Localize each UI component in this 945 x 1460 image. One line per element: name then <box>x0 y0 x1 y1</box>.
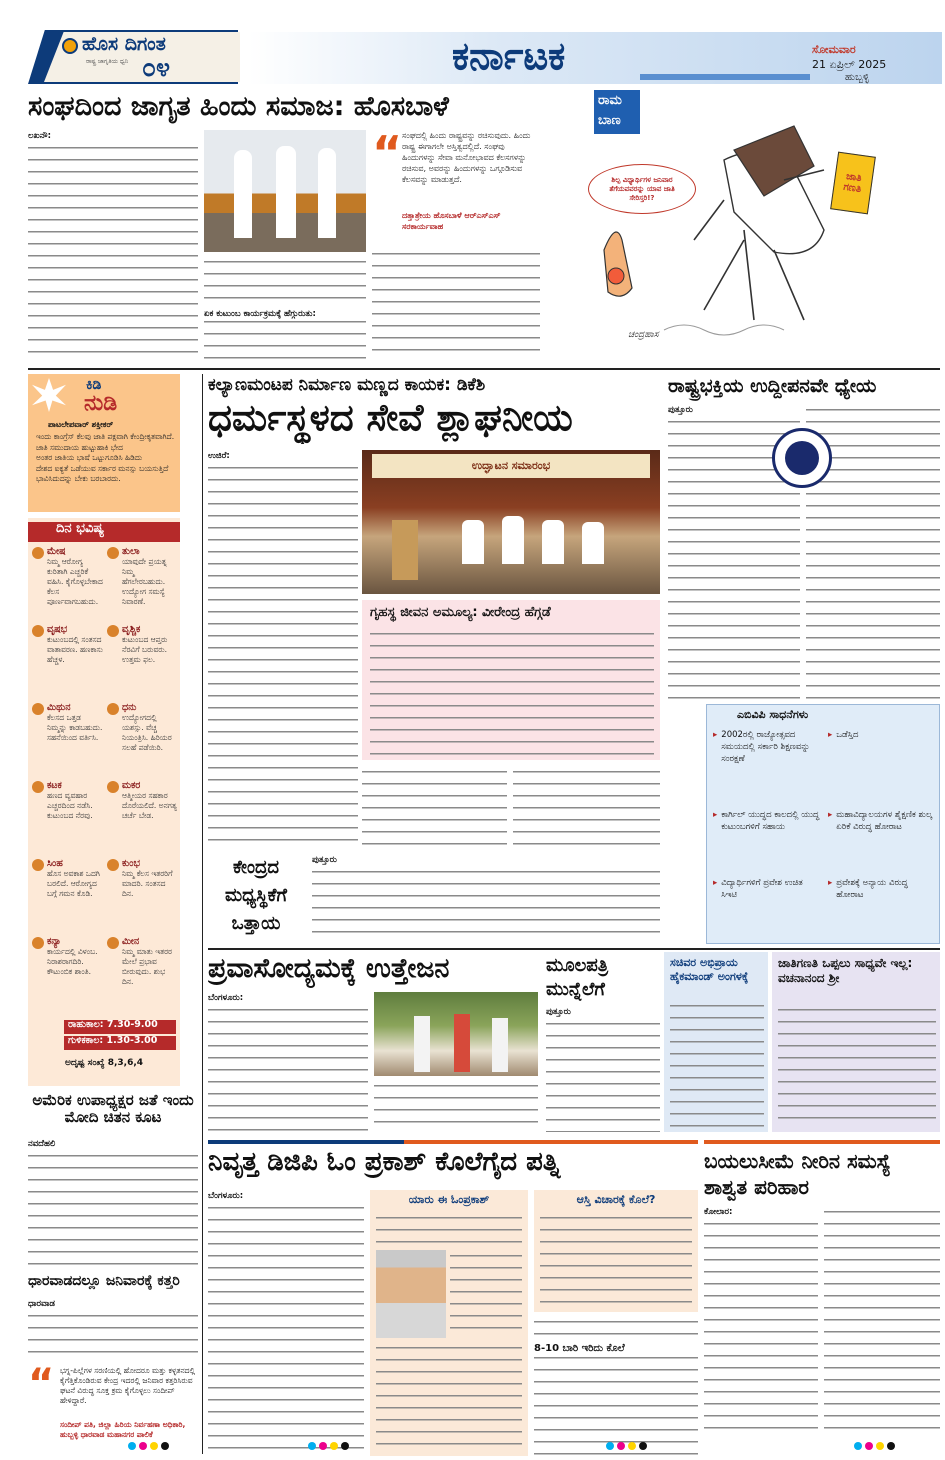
stage-banner-text: ಉದ್ಘಾಟನ ಸಮಾರಂಭ <box>471 459 551 472</box>
abvp-item-text: ▸ ಕಾರ್ಗಿಲ್ ಯುದ್ಧದ ಕಾಲದಲ್ಲಿ ಯುದ್ಧ ಕುಟುಂಬಗಳಿಗೆ ಸಹಾಯ <box>721 810 820 832</box>
lead-photo <box>204 130 366 252</box>
rashi-text: ನಿಮ್ಮ ಮಾತು ಇತರರ ಮೇಲೆ ಪ್ರಭಾವ ಬೀರುವುದು. ಶುಭ ದಿನ. <box>122 947 173 986</box>
rashi-makara <box>107 780 178 856</box>
abvp-item <box>828 809 935 865</box>
rashi-name: ತುಲಾ <box>122 546 140 557</box>
cartoon-drawing <box>544 90 940 368</box>
kidi-line: ದೇಶದ ಐಕ್ಯತೆ ಒಡೆಯುವ ಸರ್ಕಾರ ಮನಸ್ಸು ಬಯಸುತ್ತಿದೆ <box>36 463 169 473</box>
kidi-subtitle: ನುಡಿ <box>84 392 118 416</box>
speaker-figure <box>318 148 336 238</box>
mesha-icon <box>32 547 44 559</box>
bayalu-color-strip <box>704 1140 940 1144</box>
bayalu-col-1 <box>704 1206 818 1438</box>
rashi-mithuna <box>32 702 103 778</box>
dgp-col-3 <box>534 1316 698 1456</box>
dharwad-quote-author: ಸಂದೀಪ್ ಪತಿ, ಜಿಲ್ಲಾ ಹಿರಿಯ ನಿರ್ವಹಣಾ ಅಧಿಕಾರಿ, ಹುಬ್ಬಳ್ಳಿ ಧಾರವಾಡ ಮಹಾನಗರ ಪಾಲಿಕೆ <box>60 1420 186 1439</box>
moolapatti-body <box>546 1006 660 1132</box>
abvp-story <box>668 374 940 950</box>
kidi-text <box>36 432 176 510</box>
speaker-figure <box>276 146 296 238</box>
gulikakala: ಗುಳಿಕಕಾಲ: 1.30-3.00 <box>64 1036 176 1050</box>
lead-col-3 <box>372 248 540 360</box>
dgp-profile-body <box>376 1212 522 1248</box>
dks-sidebar-body <box>370 628 654 756</box>
dks-headline: ಧರ್ಮಸ್ಥಳದ ಸೇವೆ ಶ್ಲಾಘನೀಯ <box>208 398 573 439</box>
lead-dateline: ಲಖನೌ: <box>28 131 51 141</box>
newspaper-tagline: ರಾಷ್ಟ್ರ ಜಾಗೃತಿಯ ಧ್ವನಿ <box>86 58 129 65</box>
rahukala: ರಾಹುಕಾಲ: 7.30-9.00 <box>64 1020 176 1034</box>
rashi-text: ಕುಟುಂಬದಲ್ಲಿ ಸಂತಸದ ವಾತಾವರಣ. ಹಣಕಾಸು ಹೆಚ್ಚಳ. <box>47 635 103 664</box>
pravasa-story <box>208 954 538 1132</box>
issue-date: 21 ಏಪ್ರಿಲ್ 2025 <box>812 58 887 71</box>
stage-seat <box>462 520 484 564</box>
divider-horizontal <box>208 948 940 950</box>
divider-horizontal <box>28 368 940 370</box>
stage-seat <box>502 516 524 564</box>
mithuna-icon <box>32 703 44 715</box>
cartoon-candle-flame <box>608 268 624 284</box>
dks-col-2 <box>362 766 507 850</box>
abvp-headline: ರಾಷ್ಟ್ರಭಕ್ತಿಯ ಉದ್ದೀಪನವೇ ಧ್ಯೇಯ <box>668 376 877 397</box>
person-figure <box>454 1014 470 1072</box>
dks-dateline: ಉಜಿರೆ: <box>208 451 230 461</box>
podium <box>392 520 418 580</box>
abvp-item <box>713 809 820 865</box>
dgp-story <box>208 1140 698 1456</box>
quote-mark-icon: “ <box>28 1362 55 1396</box>
rashi-name: ಮೇಷ <box>47 546 66 557</box>
person-figure <box>492 1018 508 1072</box>
rashi-name: ವೃಶ್ಚಿಕ <box>122 624 141 635</box>
pravasa-dateline: ಬೆಂಗಳೂರು: <box>208 993 244 1003</box>
rashi-text: ಕೆಲಸದ ಒತ್ತಡ ನಿಮ್ಮನ್ನು ಕಾಡಬಹುದು. ಸಹನೆಯಿಂದ ವರ್ತಿಸಿ. <box>47 713 103 742</box>
opinion-box <box>664 952 768 1132</box>
speech-bubble-text: ಶಿಲ್ಪ ವಿಧ್ಯಾರ್ಥಿಗಳ ಜನಿವಾರ ತೆಗೆಯವವರನ್ನು ಯಾವ ಜಾತಿ ಸೇರಿಸ್ತರಿ!? <box>609 175 675 202</box>
dgp-asset-title: ಆಸ್ತಿ ವಿಚಾರಕ್ಕೆ ಕೊಲೆ? <box>576 1194 656 1206</box>
rashi-simha <box>32 858 103 934</box>
rashi-mesha <box>32 546 103 622</box>
dharwad-quote: ಭಗ್ನ-ಪಿಲ್ಲೆಗಳ ಸರಣಿಯಲ್ಲಿ ಹೋದರೂ ಮತ್ತು ಕಳ್ಳತನದಲ್ಲಿ ಕೈಗೆತ್ತಿಕೊಂಡಿರುವ ಕೇಂದ್ರ ಇದರಲ್ಲಿ ಜನಿವಾರ ಕತ್ತರಿಸಿರುವ ಘಟನೆ ವಿರುದ್ಧ ಸೂಕ್ತ ಕ್ರಮ ಕೈಗೊಳ್ಳಲು ಸಂದೀಪ್ ಹೇಳಿದ್ದಾರೆ. <box>60 1366 196 1405</box>
pravasa-photo <box>374 992 538 1076</box>
kumbha-icon <box>107 859 119 871</box>
stage-seat <box>582 522 604 564</box>
lead-quote: ಸಂಘದಲ್ಲಿ ಹಿಂದು ರಾಷ್ಟ್ರವನ್ನು ರಚಿಸುವುದು. ಹಿಂದು ರಾಷ್ಟ್ರ ಈಗಾಗಲೇ ಅಸ್ತಿತ್ವದಲ್ಲಿದೆ. ಸಂಘವು ಹಿಂದುಗಳನ್ನು ಸೇವಾ ಮನೋಭಾವದ ಕೆಲಸಗಳನ್ನು ರಚಿಸುವ, ಅವರನ್ನು ಹಿಂದುಗಳನ್ನು ಒಗ್ಗೂಡಿಸುವ ಕೆಲಸವನ್ನು ಮಾಡುತ್ತದೆ. <box>402 131 531 184</box>
cartoon-candle <box>604 232 632 296</box>
dharwad-story <box>28 1270 198 1460</box>
dks-sidebar-title: ಗೃಹಸ್ಥ ಜೀವನ ಅಮೂಲ್ಯ: ವೀರೇಂದ್ರ ಹೆಗ್ಗಡೆ <box>370 606 551 620</box>
stage-seat <box>542 520 564 564</box>
rashi-name: ಸಿಂಹ <box>47 858 63 869</box>
dks-kicker: ಕಲ್ಯಾಣಮಂಟಪ ನಿರ್ಮಾಣ ಮಣ್ಣದ ಕಾಯಕ: ಡಿಕೆಶಿ <box>208 376 486 395</box>
rashi-text: ಉದ್ಯೋಗದಲ್ಲಿ ಯಶಸ್ಸು. ವೆಚ್ಚ ನಿಯಂತ್ರಿಸಿ. ಹಿರಿಯರ ಸಲಹೆ ಪಡೆಯಿರಿ. <box>122 713 172 752</box>
rashi-text: ನಿಮ್ಮ ಆರೋಗ್ಯ ಕುರಿತಾಗಿ ಎಚ್ಚರಿಕೆ ವಹಿಸಿ. ಕೈಗೊಳ್ಳಬೇಕಾದ ಕೆಲಸ ಪೂರ್ಣವಾಗಬಹುದು. <box>47 557 103 606</box>
rashi-name: ಕಟಕ <box>47 780 62 791</box>
rashi-text: ನಿಮ್ಮ ಕೆಲಸ ಇತರರಿಗೆ ಮಾದರಿ. ಸಂತಸದ ದಿನ. <box>122 869 173 898</box>
color-registration-marks <box>128 1442 188 1452</box>
person-figure <box>414 1016 430 1072</box>
lead-headline: ಸಂಘದಿಂದ ಜಾಗೃತ ಹಿಂದು ಸಮಾಜ: ಹೊಸಬಾಳೆ <box>28 92 449 122</box>
masthead <box>0 0 945 88</box>
abvp-emblem-icon <box>772 428 832 488</box>
cartoon-panel <box>544 90 940 368</box>
tula-icon <box>107 547 119 559</box>
bayalu-headline: ಬಯಲುಸೀಮೆ ನೀರಿನ ಸಮಸ್ಯೆ ಶಾಶ್ವತ ಪರಿಹಾರ <box>704 1149 891 1199</box>
stage-banner <box>372 454 650 478</box>
divider-vertical <box>202 374 203 1454</box>
abvp-box-title: ಎಬಿವಿಪಿ ಸಾಧನೆಗಳು <box>737 709 809 721</box>
pravasa-col-2 <box>374 1080 538 1132</box>
dharwad-headline: ಧಾರವಾಡದಲ್ಲೂ ಜನಿವಾರಕ್ಕೆ ಕತ್ತರಿ <box>28 1274 180 1289</box>
dgp-asset-box <box>534 1190 698 1312</box>
opinion-title: ಸಚಿವರ ಅಭಿಪ್ರಾಯ ಹೈಕಮಾಂಡ್ ಅಂಗಳಕ್ಕೆ <box>670 956 749 983</box>
kidi-flash-icon <box>32 378 66 412</box>
dgp-headline: ನಿವೃತ್ತ ಡಿಜಿಪಿ ಓಂ ಪ್ರಕಾಶ್ ಕೊಲೆಗೈದ ಪತ್ನಿ <box>208 1148 561 1177</box>
color-registration-marks <box>308 1442 368 1452</box>
kidi-line: ಭಾವಿಸಿದುದನ್ನು ಬೇಕು ಬರಬಾರದು. <box>36 474 121 483</box>
opinion-list <box>670 1000 764 1128</box>
issue-day: ಸೋಮವಾರ <box>812 44 856 56</box>
dharwad-dateline: ಧಾರವಾಡ <box>28 1299 55 1309</box>
lead-quote-box <box>372 128 540 244</box>
rashi-meena <box>107 936 178 1012</box>
abvp-box <box>706 704 940 944</box>
rashi-name: ಮಿಥುನ <box>47 702 71 713</box>
section-title: ಕರ್ನಾಟಕ <box>452 36 566 78</box>
issue-city: ಹುಬ್ಬಳ್ಳಿ <box>845 72 870 83</box>
bayalu-dateline: ಕೋಲಾರ: <box>704 1207 733 1217</box>
lead-col-2 <box>204 256 366 360</box>
rashi-text: ಹೊಸ ಅವಕಾಶ ಒದಗಿ ಬರಲಿದೆ. ಆರೋಗ್ಯದ ಬಗ್ಗೆ ಗಮನ ಕೊಡಿ. <box>47 869 100 898</box>
rashi-text: ಯಾವುದೇ ಪ್ರಯತ್ನ ನಿಮ್ಮ ಹೆಗಲೇರಬಹುದು. ಉದ್ಯೋಗ ಸಮಸ್ಯೆ ನಿವಾರಣೆ. <box>122 557 167 606</box>
kidi-title: ಕಿಡಿ <box>86 378 102 393</box>
abvp-item-text: ▸ 2002ರಲ್ಲಿ ರಾಜ್ಯೋತ್ಸವದ ಸಮಯದಲ್ಲಿ ಸರ್ಕಾರಿ ಶಿಕ್ಷಣವನ್ನು ಸಂರಕ್ಷಣೆ <box>721 730 810 764</box>
central-headline: ಕೇಂದ್ರದ ಮಧ್ಯಸ್ಥಿಕೆಗೆ ಒತ್ತಾಯ <box>225 857 287 934</box>
rashi-name: ಮಕರ <box>122 780 141 791</box>
ramabana-line-1: ರಾಮ <box>598 94 622 108</box>
dhanu-icon <box>107 703 119 715</box>
abvp-box-list <box>713 723 935 939</box>
dgp-stab-count: 8-10 ಬಾರಿ ಇರಿದು ಕೊಲೆ <box>534 1343 625 1354</box>
rashi-dhanu <box>107 702 178 778</box>
horoscope-box <box>28 518 180 1086</box>
pravasa-col-1 <box>208 992 368 1132</box>
america-headline: ಅಮೆರಿಕ ಉಪಾಧ್ಯಕ್ಷರ ಜತೆ ಇಂದು ಮೋದಿ ಚಿತನ ಕೂಟ <box>32 1092 194 1126</box>
dgp-col-1 <box>208 1190 364 1456</box>
section-banner-bar <box>640 74 810 80</box>
horoscope-title: ದಿನ ಭವಿಷ್ಯ <box>28 522 180 542</box>
vrishabha-icon <box>32 625 44 637</box>
pravasa-headline: ಪ್ರವಾಸೋದ್ಯಮಕ್ಕೆ ಉತ್ತೇಜನ <box>208 954 450 984</box>
rashi-name: ಧನು <box>122 702 137 713</box>
kataka-icon <box>32 781 44 793</box>
color-registration-marks <box>854 1442 914 1452</box>
rashi-name: ಕನ್ಯಾ <box>47 936 62 947</box>
jati-headline: ಜಾತಿಗಣತಿ ಒಪ್ಪಲು ಸಾಧ್ಯವೇ ಇಲ್ಲ: ವಚನಾನಂದ ಶ್ರೀ <box>778 956 913 985</box>
moolapatti-dateline: ಪುತ್ತೂರು <box>546 1007 571 1017</box>
abvp-item-text: ▸ ಒಡೆಸ್ತಿದ <box>836 730 859 740</box>
abvp-item-text: ▸ ಮಹಾವಿದ್ಯಾಲಯಗಳ ಶೈಕ್ಷಣಿಕ ಶುಲ್ಕ ಏರಿಕೆ ವಿರುದ್ಧ ಹೋರಾಟ <box>836 810 933 832</box>
abvp-dateline: ಪುತ್ತೂರು <box>668 405 693 415</box>
meena-icon <box>107 937 119 949</box>
speaker-figure <box>234 150 252 238</box>
dgp-profile-box <box>370 1190 528 1456</box>
abvp-item <box>828 877 935 933</box>
lead-subheading: ಏಕ ಕುಟುಂಬ ಕಾರ್ಯಕ್ರಮಕ್ಕೆ ಹೆಗ್ಗುರುತು: <box>204 309 316 319</box>
rashi-name: ಕುಂಭ <box>122 858 140 869</box>
abvp-item <box>713 729 820 797</box>
lead-story <box>28 92 540 362</box>
rashi-text: ಕುಟುಂಬದ ಆಪ್ತರು ನೆರವಿಗೆ ಬರುವರು. ಉತ್ತಮ ಫಲ. <box>122 635 168 664</box>
rashi-kanya <box>32 936 103 1012</box>
abvp-item <box>828 729 935 797</box>
dgp-asset-body <box>540 1212 692 1308</box>
dgp-dateline: ಬೆಂಗಳೂರು: <box>208 1191 244 1201</box>
america-body <box>28 1138 198 1268</box>
dks-sidebar <box>362 600 660 760</box>
logo-emblem-icon <box>62 38 78 54</box>
bayalu-story <box>704 1140 940 1456</box>
abvp-item-text: ▸ ವಿದ್ಯಾರ್ಥಿಗಳಿಗೆ ಪ್ರವೇಶ ಉಚಿತ ಸಿಇಟಿ <box>721 878 803 900</box>
simha-icon <box>32 859 44 871</box>
rashi-name: ಮೀನ <box>122 936 140 947</box>
kidi-line: ಇಂದು ಕಾಂಗ್ರೆಸ್ ಕೆಲವು ಜಾತಿ ಪಕ್ಷವಾಗಿ ಕೇಂದ್ರೀಕೃತವಾಗಿದೆ. <box>36 432 175 441</box>
cartoonist-signature: ಚಂದ್ರಹಾಸ <box>628 330 659 340</box>
rashi-kumbha <box>107 858 178 934</box>
kidi-author: ಪಾಟಲೇಪವಾರ್ ಶಕ್ತೀಕರ್ <box>48 420 114 429</box>
cartoon-sign <box>830 152 876 215</box>
dgp-color-strip <box>208 1140 698 1144</box>
central-body <box>312 854 660 942</box>
america-dateline: ನವದೆಹಲಿ <box>28 1139 56 1149</box>
rashi-tula <box>107 546 178 622</box>
vrishchika-icon <box>107 625 119 637</box>
rashi-vrishchika <box>107 624 178 700</box>
lead-col-1 <box>28 130 198 360</box>
moolapatti-headline: ಮೂಲಪತ್ರಿ ಮುನ್ನೆಲೆಗೆ <box>546 955 609 1000</box>
rashi-text: ಕಾರ್ಯದಲ್ಲಿ ವಿಳಂಬ. ನಿರಾಶರಾಗದಿರಿ. ಕೌಟುಂಬಿಕ ಶಾಂತಿ. <box>47 947 98 976</box>
dgp-profile-title: ಯಾರು ಈ ಓಂಪ್ರಕಾಶ್ <box>408 1194 490 1206</box>
central-story <box>208 854 660 944</box>
horoscope-grid <box>32 546 178 1016</box>
kidi-line: ಅಂತರ ಜಾತಿಯ ಭಾಷೆ ಒಟ್ಟುಗೂಡಿಸಿ ಹಿಡಿದು <box>36 453 143 462</box>
rashi-name: ವೃಷಭ <box>47 624 68 635</box>
kanya-icon <box>32 937 44 949</box>
dgp-profile-bottom <box>376 1342 522 1452</box>
jati-body <box>778 1004 936 1128</box>
newspaper-logo: ಹೊಸ ದಿಗಂತ <box>82 34 166 55</box>
dks-col-3 <box>513 766 660 850</box>
lucky-numbers: ಅದೃಷ್ಟ ಸಂಖ್ಯೆ 8,3,6,4 <box>64 1058 144 1068</box>
makara-icon <box>107 781 119 793</box>
dgp-profile-side <box>450 1250 522 1338</box>
cartoon-sign-text: ಜಾತಿ ಗಣತಿ <box>842 171 863 196</box>
rashi-text: ಆತ್ಮೀಯರ ಸಹಕಾರ ದೊರೆಯಲಿದೆ. ಅನಗತ್ಯ ಚರ್ಚೆ ಬೇಡ. <box>122 791 177 820</box>
central-dateline: ಪುತ್ತೂರು <box>312 855 337 865</box>
rashi-vrishabha <box>32 624 103 700</box>
kidi-nudi-box <box>28 374 180 512</box>
lead-quote-author: ದತ್ತಾತ್ರೇಯ ಹೊಸಬಾಳೆ ಆರ್‌ಎಸ್‌ಎಸ್ ಸರಕಾರ್ಯವಾಹ <box>402 211 501 231</box>
ramabana-line-2: ಬಾಣ <box>598 114 621 128</box>
dharwad-body <box>28 1298 198 1360</box>
dks-col-1 <box>208 450 358 850</box>
bayalu-col-2 <box>824 1206 940 1438</box>
dks-photo <box>362 450 660 594</box>
rashi-text: ಹಣದ ವ್ಯವಹಾರ ಎಚ್ಚರದಿಂದ ನಡೆಸಿ. ಕುಟುಂಬದ ನೆರವು. <box>47 791 93 820</box>
color-registration-marks <box>606 1442 666 1452</box>
abvp-item <box>713 877 820 933</box>
jati-story <box>772 952 940 1132</box>
dgp-portrait <box>376 1250 446 1338</box>
kidi-line: ಜಾತಿ ಸಮುದಾಯ ಹುಟ್ಟುಹಾಕಿ ಭೇದ <box>36 442 124 452</box>
dks-story <box>208 374 660 850</box>
page-number: ೦೪ <box>142 54 171 82</box>
america-story <box>28 1092 198 1270</box>
moolapatti-story <box>546 954 660 1132</box>
abvp-item-text: ▸ ಪ್ರವೇಶಕ್ಕೆ ಅನ್ಯಾಯ ವಿರುದ್ಧ ಹೋರಾಟ <box>836 878 908 900</box>
quote-mark-icon: “ <box>372 128 402 164</box>
rashi-kataka <box>32 780 103 856</box>
